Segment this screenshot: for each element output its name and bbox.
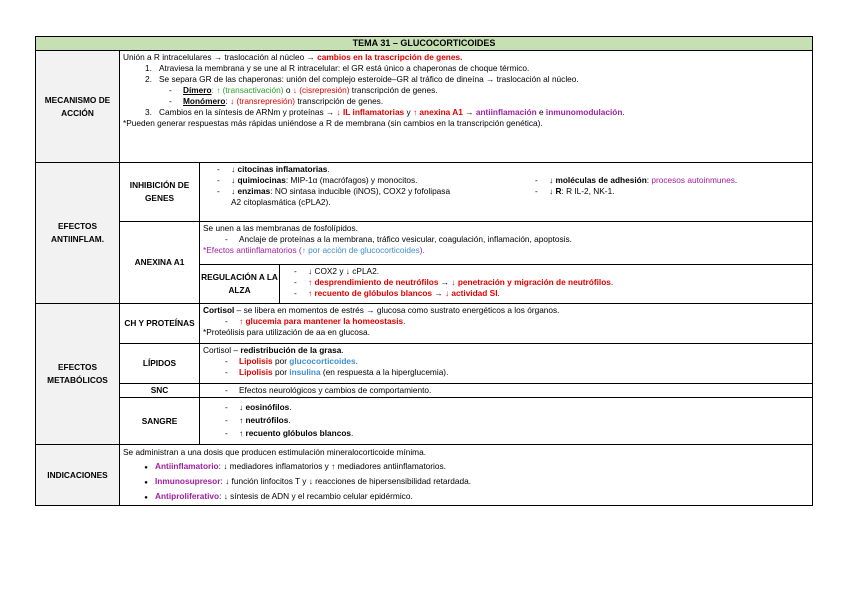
- reg-line-3: - ↑ recuento de glóbulos blancos → ↓ actividad SI.: [294, 288, 500, 298]
- sub-sangre: SANGRE: [120, 398, 200, 445]
- reg-line-2: - ↑ desprendimiento de neutrófilos → ↓ penetración y migración de neutrófilos.: [294, 277, 614, 287]
- bullet-icon: ●: [144, 495, 148, 501]
- mec-dimero: - Dímero: ↑ (transactivación) o ↓ (cisrepresión) transcripción de genes.: [169, 85, 438, 95]
- section-antiinflam: EFECTOS ANTIINFLAM.: [36, 163, 120, 304]
- snc-line-1: - Efectos neurológicos y cambios de comportamiento.: [225, 385, 432, 395]
- lip-line-2: - Lipolisis por glucocorticoides.: [225, 356, 358, 366]
- lipidos-content: [200, 344, 813, 384]
- mec-monomero: - Monómero: ↓ (transrepresión) transcripción de genes.: [169, 96, 384, 106]
- inhibicion-content: [200, 163, 813, 222]
- section-mecanismo: MECANISMO DE ACCIÓN: [36, 51, 120, 163]
- document-page: [35, 36, 813, 506]
- bullet-icon: ●: [144, 465, 148, 471]
- ch-content: [200, 304, 813, 344]
- anex-line-1: Se unen a las membranas de fosfolípidos.: [203, 223, 358, 233]
- sub-ch: CH Y PROTEÍNAS: [120, 304, 200, 344]
- ch-line-1: Cortisol – se libera en momentos de estrés → glucosa como sustrato energéticos a los órganos.: [203, 305, 560, 315]
- mec-note: *Pueden generar respuestas más rápidas uniéndose a R de membrana (sin cambios en la transcripción genética).: [123, 118, 543, 128]
- sangre-content: [200, 398, 813, 445]
- anexina-content: [200, 222, 813, 265]
- ch-line-2: - ↑ glucemia para mantener la homeostasis.: [225, 316, 406, 326]
- regulacion-content: [280, 265, 813, 304]
- mec-line-2: 2. Se separa GR de las chaperonas: unión del complejo esteroide–GR al tráfico de dineína → traslocación al núcleo.: [145, 74, 579, 84]
- reg-line-1: - ↓ COX2 y ↓ cPLA2.: [294, 266, 380, 276]
- section-metabolicos: EFECTOS METABÓLICOS: [36, 304, 120, 445]
- mec-line-1: 1. Atraviesa la membrana y se une al R intracelular: el GR está único a chaperonas de choque térmico.: [145, 63, 530, 73]
- anex-line-3: *Efectos antiinflamatorios (↑ por acción de glucocorticoides).: [203, 245, 425, 255]
- inh-quimiocinas: - ↓ quimiocinas: MIP-1α (macrófagos) y monocitos.: [217, 175, 418, 185]
- mec-line-3: 3. Cambios en la síntesis de ARNm y proteínas → ↓ IL inflamatorias y ↑ anexina A1 → antiinflamación e inmunomodulación.: [145, 107, 625, 117]
- mec-line-0: Unión a R intracelulares → traslocación al núcleo → cambios en la trascripción de genes.: [123, 52, 463, 62]
- sub-regulacion: REGULACIÓN A LA ALZA: [200, 265, 280, 304]
- ind-inmunosupresor: ● Inmunosupresor: ↓ función linfocitos T y ↓ reacciones de hipersensibilidad retardada.: [123, 474, 809, 489]
- anex-line-2: - Anclaje de proteínas a la membrana, tráfico vesicular, coagulación, inflamación, apoptosis.: [225, 234, 572, 244]
- snc-content: [200, 384, 813, 398]
- ind-antiinflamatorio: ● Antiinflamatorio: ↓ mediadores inflamatorios y ↑ mediadores antiinflamatorios.: [123, 459, 809, 474]
- inh-receptores: - ↓ R: R IL-2, NK-1.: [535, 186, 615, 196]
- lip-line-1: Cortisol – redistribución de la grasa.: [203, 345, 344, 355]
- sangre-globulos: - ↑ recuento glóbulos blancos.: [225, 428, 354, 438]
- ind-line-0: Se administran a una dosis que producen estimulación mineralocorticoide mínima.: [123, 447, 426, 457]
- sangre-eosinofilos: - ↓ eosinófilos.: [225, 402, 292, 412]
- inh-enzimas-cont: A2 citoplasmática (cPLA2).: [231, 197, 331, 207]
- sangre-neutrofilos: - ↑ neutrófilos.: [225, 415, 291, 425]
- sub-lipidos: LÍPIDOS: [120, 344, 200, 384]
- sub-inhibicion: INHIBICIÓN DE GENES: [120, 163, 200, 222]
- sub-snc: SNC: [120, 384, 200, 398]
- table-title: TEMA 31 – GLUCOCORTICOIDES: [36, 37, 813, 51]
- inh-citocinas: - ↓ citocinas inflamatorias.: [217, 164, 330, 174]
- bullet-icon: ●: [144, 480, 148, 486]
- inh-enzimas: - ↓ enzimas: NO sintasa inducible (iNOS), COX2 y fofolipasa: [217, 186, 451, 196]
- lip-line-3: - Lipolisis por insulina (en respuesta a la hiperglucemia).: [225, 367, 449, 377]
- mecanismo-content: [120, 51, 813, 163]
- inh-adhesion: - ↓ moléculas de adhesión: procesos autoinmunes.: [535, 175, 738, 185]
- sub-anexina: ANEXINA A1: [120, 222, 200, 304]
- indicaciones-content: [120, 445, 813, 506]
- ind-antiproliferativo: ● Antiproliferativo: ↓ síntesis de ADN y el recambio celular epidérmico.: [123, 489, 809, 504]
- summary-table: [35, 36, 813, 506]
- section-indicaciones: INDICACIONES: [36, 445, 120, 506]
- ch-line-3: *Proteólisis para utilización de aa en glucosa.: [203, 327, 370, 337]
